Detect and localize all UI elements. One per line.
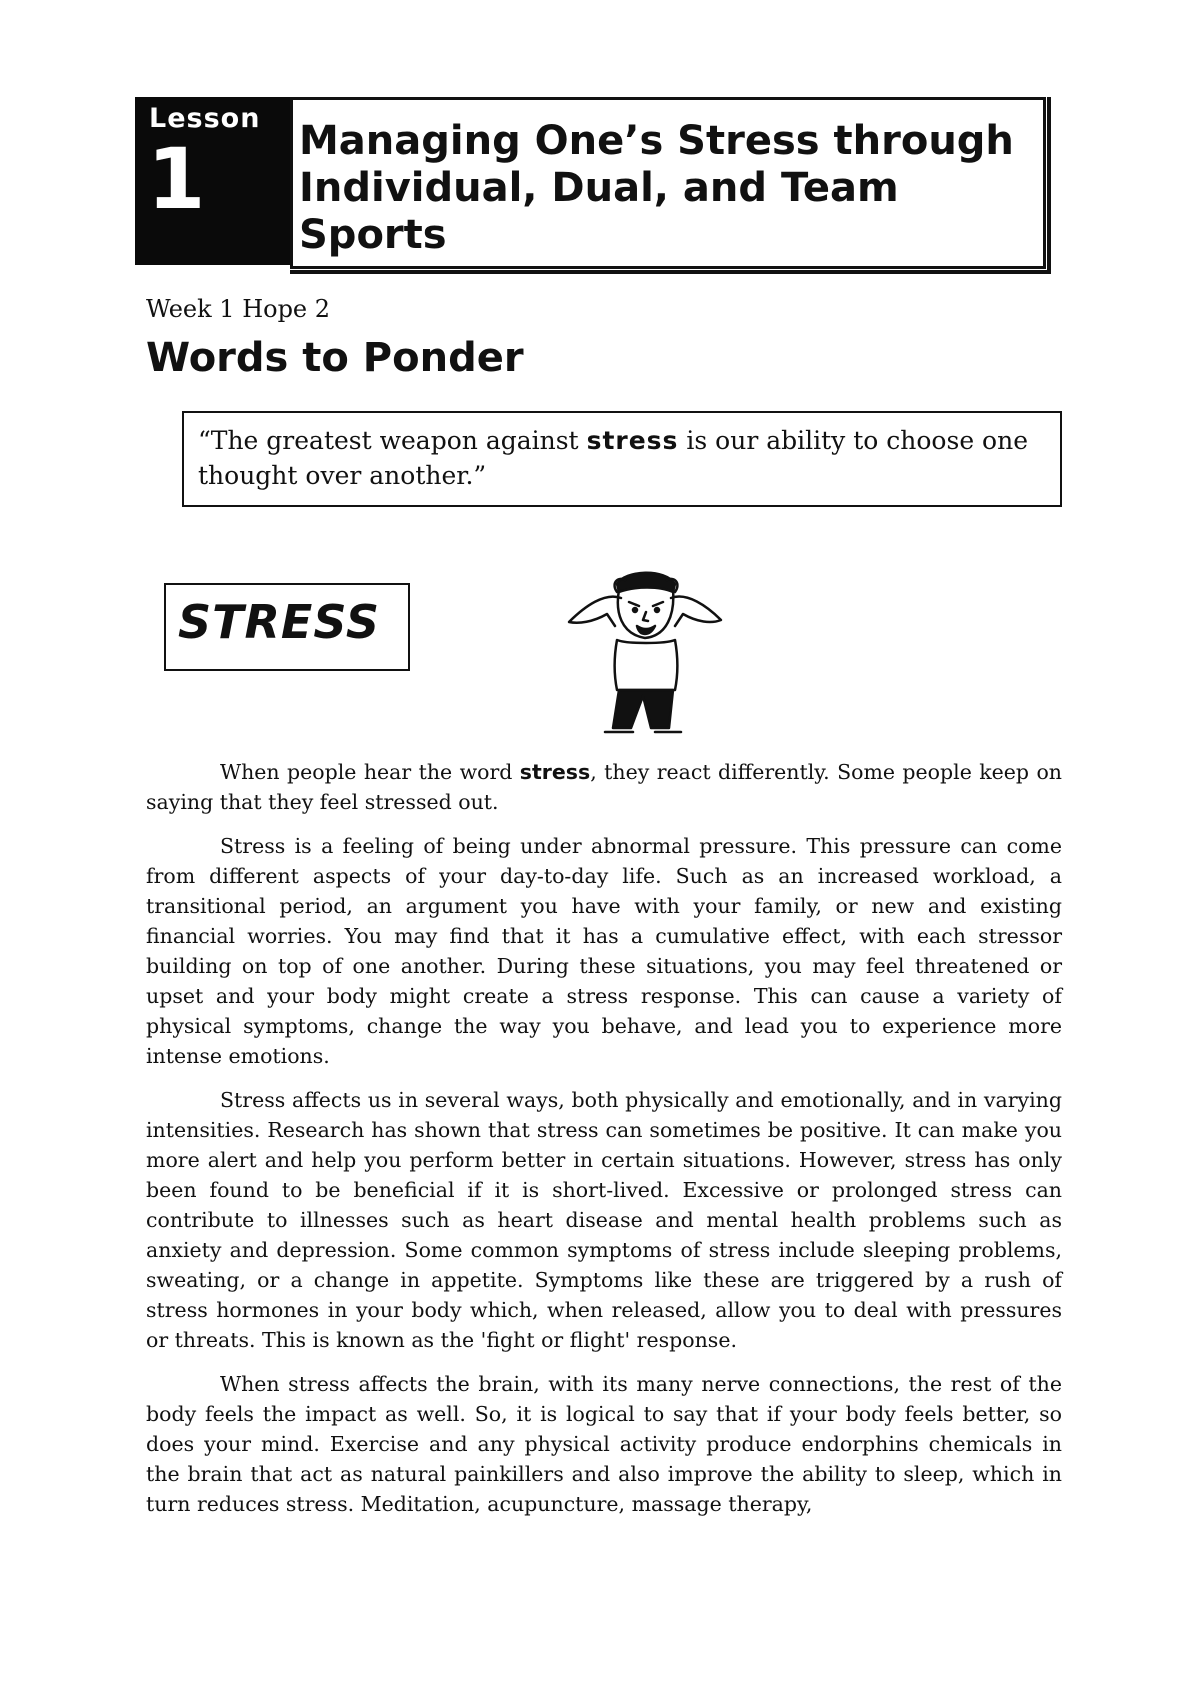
lesson-badge <box>135 97 293 265</box>
stress-label-box <box>164 583 410 671</box>
lesson-title-box <box>290 97 1046 269</box>
lesson-label: Lesson <box>149 103 261 134</box>
quote-emphasis: stress <box>586 426 679 455</box>
section-heading: Words to Ponder <box>146 335 524 381</box>
stress-label: STRESS <box>178 595 380 649</box>
paragraph-4: When stress affects the brain, with its many nerve connections, the rest of the body feels the impact as well. So, it is logical to say that if your body feels better, so does your mind. Exercise and any physical activity produce endorphins chemicals in the brain that act as natural painkillers and also improve the ability to sleep, which in turn reduces stress. Meditation, acupuncture, massage therapy, <box>146 1372 1062 1516</box>
week-label: Week 1 Hope 2 <box>146 295 331 323</box>
stressed-person-icon <box>555 562 735 737</box>
paragraph-1-before: When people hear the word <box>220 760 520 784</box>
quote-text-before: “The greatest weapon against <box>198 426 587 455</box>
paragraph-1-emphasis: stress <box>519 760 591 784</box>
quote-text-after: is our ability to choose one thought over another.” <box>198 426 1029 490</box>
lesson-number: 1 <box>147 130 206 228</box>
body-text <box>146 757 1062 1533</box>
paragraph-1 <box>146 757 1062 817</box>
quote-box <box>182 411 1062 507</box>
lesson-title: Managing One’s Stress through Individual, Dual, and Team Sports <box>299 118 1014 258</box>
paragraph-2: Stress is a feeling of being under abnormal pressure. This pressure can come from different aspects of your day-to-day life. Such as an increased workload, a transitional period, an argument you have with your family, or new and existing financial worries. You may find that it has a cumulative effect, with each stressor building on top of one another. During these situations, you may feel threatened or upset and your body might create a stress response. This can cause a variety of physical symptoms, change the way you behave, and lead you to experience more intense emotions. <box>146 834 1062 1068</box>
paragraph-1-after: , they react differently. Some people keep on saying that they feel stressed out. <box>146 760 1062 814</box>
paragraph-3: Stress affects us in several ways, both physically and emotionally, and in varying intensities. Research has shown that stress can sometimes be positive. It can make you more alert and help you perform better in certain situations. However, stress has only been found to be beneficial if it is short-lived. Excessive or prolonged stress can contribute to illnesses such as heart disease and mental health problems such as anxiety and depression. Some common symptoms of stress include sleeping problems, sweating, or a change in appetite. Symptoms like these are triggered by a rush of stress hormones in your body which, when released, allow you to deal with pressures or threats. This is known as the 'fight or flight' response. <box>146 1088 1062 1352</box>
